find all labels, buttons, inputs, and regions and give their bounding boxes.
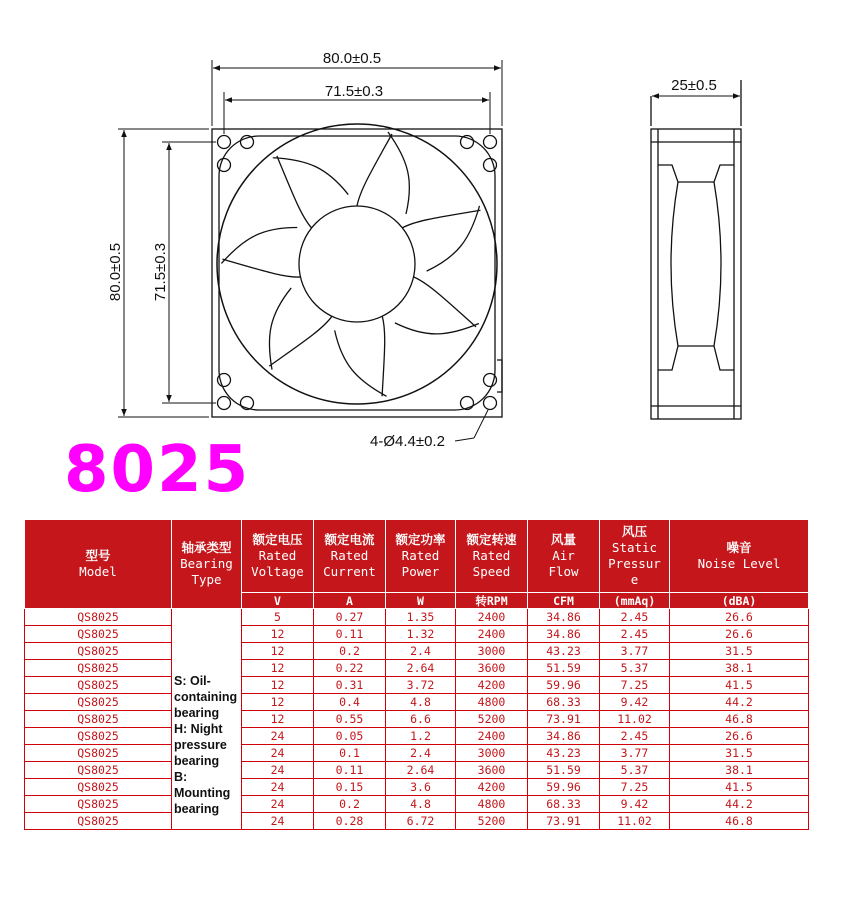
value-cell: 2.4 <box>386 643 456 660</box>
table-row <box>25 609 809 626</box>
value-cell: 6.72 <box>386 813 456 830</box>
width-dimension-label: 80.0±0.5 <box>322 50 382 67</box>
value-cell: 4200 <box>456 779 528 796</box>
model-cell: QS8025 <box>25 762 172 779</box>
value-cell: 2400 <box>456 728 528 745</box>
column-header-en: e <box>630 572 639 587</box>
value-cell: 43.23 <box>528 643 600 660</box>
value-cell: 0.27 <box>314 609 386 626</box>
value-cell: 41.5 <box>670 779 809 796</box>
value-cell: 34.86 <box>528 728 600 745</box>
model-cell: QS8025 <box>25 609 172 626</box>
fan-blades <box>217 132 493 406</box>
value-cell: 0.11 <box>314 762 386 779</box>
value-cell: 59.96 <box>528 677 600 694</box>
table-row <box>25 779 809 796</box>
bearing-note-line: bearing <box>174 754 220 768</box>
column-header <box>600 520 670 593</box>
value-cell: 68.33 <box>528 694 600 711</box>
value-cell: 3600 <box>456 762 528 779</box>
value-cell: 2.45 <box>600 728 670 745</box>
column-header-en: Static <box>611 540 658 555</box>
unit-cell: V <box>242 593 314 609</box>
column-header-en: Rated <box>472 548 511 563</box>
value-cell: 73.91 <box>528 711 600 728</box>
height-dimension-label: 80.0±0.5 <box>107 242 124 302</box>
value-cell: 5 <box>242 609 314 626</box>
value-cell: 5200 <box>456 813 528 830</box>
bearing-note-line: bearing <box>174 802 220 816</box>
table-row <box>25 796 809 813</box>
value-cell: 24 <box>242 779 314 796</box>
value-cell: 0.2 <box>314 796 386 813</box>
table-row <box>25 694 809 711</box>
table-row <box>25 762 809 779</box>
value-cell: 31.5 <box>670 745 809 762</box>
column-header <box>528 520 600 593</box>
thickness-dimension-label: 25±0.5 <box>671 77 717 94</box>
value-cell: 12 <box>242 626 314 643</box>
column-header-zh: 风压 <box>621 524 647 539</box>
column-header-en: Rated <box>258 548 297 563</box>
value-cell: 3000 <box>456 643 528 660</box>
value-cell: 3000 <box>456 745 528 762</box>
value-cell: 24 <box>242 745 314 762</box>
column-header-en: Speed <box>472 564 511 579</box>
bearing-note-line: bearing <box>174 706 220 720</box>
value-cell: 5200 <box>456 711 528 728</box>
value-cell: 26.6 <box>670 728 809 745</box>
column-header-zh: 额定电压 <box>252 532 303 547</box>
table-row <box>25 660 809 677</box>
table-row <box>25 813 809 830</box>
unit-cell: 转RPM <box>456 593 528 609</box>
model-cell: QS8025 <box>25 728 172 745</box>
value-cell: 0.11 <box>314 626 386 643</box>
value-cell: 1.35 <box>386 609 456 626</box>
value-cell: 43.23 <box>528 745 600 762</box>
value-cell: 0.4 <box>314 694 386 711</box>
value-cell: 4.8 <box>386 796 456 813</box>
value-cell: 5.37 <box>600 762 670 779</box>
hole-width-dimension-label: 71.5±0.3 <box>324 83 384 100</box>
table-row <box>25 711 809 728</box>
value-cell: 24 <box>242 728 314 745</box>
dimension-labels <box>107 50 717 450</box>
unit-cell: (dBA) <box>670 593 809 609</box>
value-cell: 12 <box>242 660 314 677</box>
bearing-note-line: S: Oil- <box>174 674 211 688</box>
bearing-type-note <box>172 609 242 830</box>
value-cell: 4.8 <box>386 694 456 711</box>
side-view <box>651 80 741 419</box>
value-cell: 46.8 <box>670 813 809 830</box>
column-header-en: Air <box>552 548 575 563</box>
bearing-note-line: H: Night <box>174 722 223 736</box>
front-dimensions <box>118 60 502 441</box>
value-cell: 1.32 <box>386 626 456 643</box>
value-cell: 7.25 <box>600 677 670 694</box>
value-cell: 0.28 <box>314 813 386 830</box>
value-cell: 11.02 <box>600 813 670 830</box>
value-cell: 73.91 <box>528 813 600 830</box>
value-cell: 0.15 <box>314 779 386 796</box>
value-cell: 0.1 <box>314 745 386 762</box>
value-cell: 9.42 <box>600 694 670 711</box>
value-cell: 3.77 <box>600 745 670 762</box>
column-header-zh: 型号 <box>85 548 111 563</box>
value-cell: 11.02 <box>600 711 670 728</box>
value-cell: 24 <box>242 813 314 830</box>
value-cell: 26.6 <box>670 609 809 626</box>
value-cell: 26.6 <box>670 626 809 643</box>
value-cell: 12 <box>242 677 314 694</box>
value-cell: 1.2 <box>386 728 456 745</box>
table-row <box>25 643 809 660</box>
model-title: 8025 <box>64 433 251 507</box>
value-cell: 4800 <box>456 796 528 813</box>
value-cell: 3.72 <box>386 677 456 694</box>
table-row <box>25 745 809 762</box>
value-cell: 6.6 <box>386 711 456 728</box>
model-cell: QS8025 <box>25 626 172 643</box>
column-header <box>172 520 242 609</box>
column-header-zh: 额定电流 <box>324 532 375 547</box>
column-header-zh: 噪音 <box>726 540 752 555</box>
model-cell: QS8025 <box>25 711 172 728</box>
value-cell: 4200 <box>456 677 528 694</box>
value-cell: 2.45 <box>600 609 670 626</box>
bearing-note-line: B: Mounting <box>174 770 231 800</box>
value-cell: 24 <box>242 762 314 779</box>
column-header-zh: 额定功率 <box>395 532 446 547</box>
value-cell: 0.05 <box>314 728 386 745</box>
column-header-en: Voltage <box>251 564 304 579</box>
value-cell: 44.2 <box>670 796 809 813</box>
column-header-en: Pressur <box>608 556 661 571</box>
column-header <box>456 520 528 593</box>
value-cell: 46.8 <box>670 711 809 728</box>
value-cell: 2.4 <box>386 745 456 762</box>
value-cell: 0.2 <box>314 643 386 660</box>
column-header-en: Noise Level <box>697 556 781 571</box>
value-cell: 0.55 <box>314 711 386 728</box>
column-header-en: Type <box>191 572 222 587</box>
unit-cell: CFM <box>528 593 600 609</box>
value-cell: 12 <box>242 711 314 728</box>
table-row <box>25 626 809 643</box>
value-cell: 3.6 <box>386 779 456 796</box>
value-cell: 34.86 <box>528 626 600 643</box>
value-cell: 0.22 <box>314 660 386 677</box>
model-cell: QS8025 <box>25 677 172 694</box>
value-cell: 38.1 <box>670 660 809 677</box>
column-header <box>25 520 172 609</box>
unit-cell: (mmAq) <box>600 593 670 609</box>
value-cell: 3600 <box>456 660 528 677</box>
value-cell: 3.77 <box>600 643 670 660</box>
bearing-note-line: containing <box>174 690 238 704</box>
value-cell: 9.42 <box>600 796 670 813</box>
model-cell: QS8025 <box>25 643 172 660</box>
value-cell: 51.59 <box>528 762 600 779</box>
hole-callout-label: 4-Ø4.4±0.2 <box>370 433 445 450</box>
front-view <box>212 124 502 417</box>
table-row <box>25 728 809 745</box>
value-cell: 2400 <box>456 609 528 626</box>
column-header-en: Model <box>79 564 117 579</box>
model-cell: QS8025 <box>25 660 172 677</box>
column-header-zh: 风量 <box>550 532 576 547</box>
unit-cell: W <box>386 593 456 609</box>
column-header-en: Current <box>323 564 376 579</box>
value-cell: 0.31 <box>314 677 386 694</box>
value-cell: 44.2 <box>670 694 809 711</box>
column-header-en: Bearing <box>180 556 233 571</box>
value-cell: 2400 <box>456 626 528 643</box>
unit-cell: A <box>314 593 386 609</box>
model-cell: QS8025 <box>25 813 172 830</box>
value-cell: 5.37 <box>600 660 670 677</box>
value-cell: 24 <box>242 796 314 813</box>
column-header <box>242 520 314 593</box>
value-cell: 68.33 <box>528 796 600 813</box>
column-header-zh: 轴承类型 <box>181 540 232 555</box>
model-cell: QS8025 <box>25 796 172 813</box>
value-cell: 31.5 <box>670 643 809 660</box>
value-cell: 41.5 <box>670 677 809 694</box>
column-header <box>314 520 386 593</box>
column-header <box>670 520 809 593</box>
value-cell: 59.96 <box>528 779 600 796</box>
value-cell: 38.1 <box>670 762 809 779</box>
value-cell: 4800 <box>456 694 528 711</box>
column-header-en: Flow <box>548 564 579 579</box>
model-cell: QS8025 <box>25 779 172 796</box>
value-cell: 7.25 <box>600 779 670 796</box>
value-cell: 2.64 <box>386 762 456 779</box>
table-row <box>25 677 809 694</box>
column-header-en: Power <box>401 564 440 579</box>
model-cell: QS8025 <box>25 694 172 711</box>
value-cell: 51.59 <box>528 660 600 677</box>
value-cell: 2.64 <box>386 660 456 677</box>
value-cell: 12 <box>242 694 314 711</box>
model-cell: QS8025 <box>25 745 172 762</box>
column-header-en: Rated <box>330 548 369 563</box>
value-cell: 34.86 <box>528 609 600 626</box>
spec-table <box>24 519 809 830</box>
column-header <box>386 520 456 593</box>
value-cell: 12 <box>242 643 314 660</box>
value-cell: 2.45 <box>600 626 670 643</box>
hole-height-dimension-label: 71.5±0.3 <box>152 242 169 302</box>
column-header-en: Rated <box>401 548 440 563</box>
column-header-zh: 额定转速 <box>466 532 517 547</box>
bearing-note-line: pressure <box>174 738 227 752</box>
